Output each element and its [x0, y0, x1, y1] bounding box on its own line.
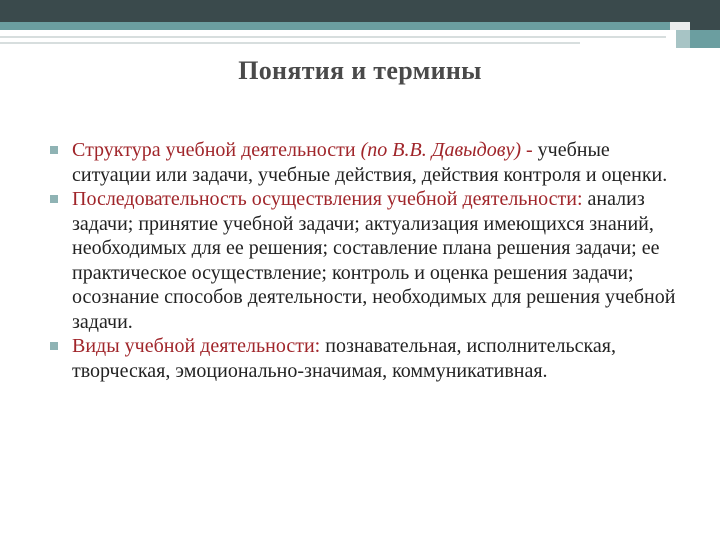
top-teal-bar [0, 22, 670, 30]
corner-teal-block [690, 30, 720, 48]
corner-light-block [676, 30, 690, 48]
bullet-item-structure [50, 138, 690, 187]
term-structure: Структура учебной деятельности [72, 139, 361, 161]
bullet-list [50, 138, 690, 383]
bullet-body: учебные ситуации или задачи, учебные действия, действия контроля и оценки. [72, 139, 668, 186]
bullet-item-types [50, 334, 690, 383]
decorative-line [0, 36, 666, 38]
term-source: (по В.В. Давыдову) - [360, 139, 533, 161]
bullet-body: анализ задачи; принятие учебной задачи; актуализация имеющихся знаний, необходимых для ее решения; составление плана решения задачи; ее практическое осуществление; контроль и оценка решения задачи; осознание способов деятельности, необходимых для решения учебной задачи. [72, 188, 676, 333]
term-sequence: Последовательность осуществления учебной деятельности: [72, 188, 583, 210]
slide-title: Понятия и термины [238, 56, 482, 85]
top-dark-bar [0, 0, 720, 22]
bullet-body: познавательная, исполнительская, творческая, эмоционально-значимая, коммуникативная. [72, 335, 616, 382]
top-decorative-band [0, 0, 720, 22]
square-bullet-icon [50, 195, 58, 203]
square-bullet-icon [50, 342, 58, 350]
bullet-item-sequence [50, 187, 690, 334]
decorative-line [0, 42, 580, 44]
term-types: Виды учебной деятельности: [72, 335, 321, 357]
square-bullet-icon [50, 146, 58, 154]
